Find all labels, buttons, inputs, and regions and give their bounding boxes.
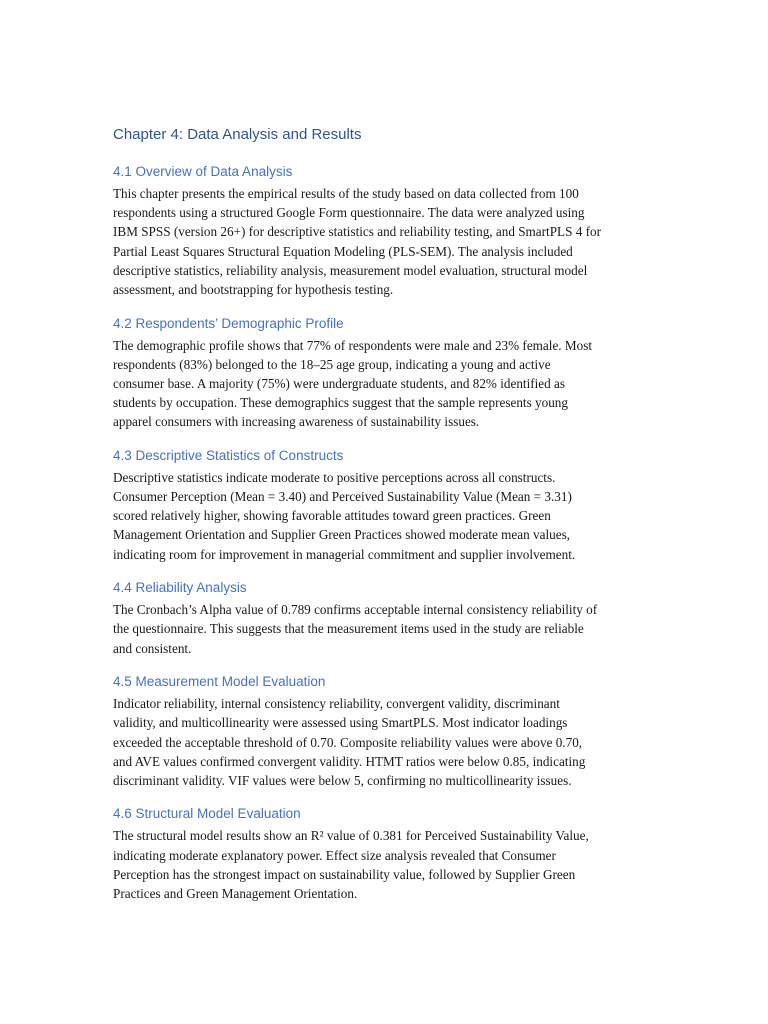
paragraph-line: Descriptive statistics indicate moderate to positive perceptions across all constructs. bbox=[113, 469, 556, 485]
section-4-1 bbox=[113, 162, 768, 299]
paragraph-line: Consumer Perception (Mean = 3.40) and Perceived Sustainability Value (Mean = 3.31) bbox=[113, 489, 572, 505]
paragraph-line: descriptive statistics, reliability analysis, measurement model evaluation, structural model bbox=[113, 262, 588, 278]
paragraph-line: Partial Least Squares Structural Equation Modeling (PLS-SEM). The analysis included bbox=[113, 243, 573, 259]
paragraph bbox=[113, 184, 768, 299]
paragraph-line: respondents (83%) belonged to the 18–25 age group, indicating a young and active bbox=[113, 356, 551, 372]
paragraph-line: Perception has the strongest impact on sustainability value, followed by Supplier Green bbox=[113, 866, 576, 882]
paragraph-line: the questionnaire. This suggests that the measurement items used in the study are reliable bbox=[113, 621, 584, 637]
paragraph-line: The structural model results show an R² value of 0.381 for Perceived Sustainability Value, bbox=[113, 828, 589, 844]
paragraph-line: and AVE values confirmed convergent validity. HTMT ratios were below 0.85, indicating bbox=[113, 753, 586, 769]
paragraph bbox=[113, 468, 768, 564]
section-heading: 4.5 Measurement Model Evaluation bbox=[113, 674, 326, 690]
section-heading: 4.4 Reliability Analysis bbox=[113, 580, 247, 596]
paragraph bbox=[113, 600, 768, 658]
paragraph-line: discriminant validity. VIF values were below 5, confirming no multicollinearity issues. bbox=[113, 772, 572, 788]
paragraph-line: Practices and Green Management Orientation. bbox=[113, 886, 358, 902]
paragraph-line: exceeded the acceptable threshold of 0.70. Composite reliability values were above 0.70, bbox=[113, 734, 583, 750]
paragraph-line: students by occupation. These demographics suggest that the sample represents young bbox=[113, 395, 568, 411]
paragraph-line: Indicator reliability, internal consistency reliability, convergent validity, discriminant bbox=[113, 696, 560, 712]
paragraph-line: indicating room for improvement in managerial commitment and supplier involvement. bbox=[113, 546, 576, 562]
section-4-4 bbox=[113, 578, 768, 658]
chapter-title: Chapter 4: Data Analysis and Results bbox=[113, 126, 362, 143]
paragraph-line: apparel consumers with increasing awareness of sustainability issues. bbox=[113, 414, 480, 430]
section-4-2 bbox=[113, 314, 768, 432]
paragraph-line: Management Orientation and Supplier Green Practices showed moderate mean values, bbox=[113, 527, 571, 543]
paragraph-line: scored relatively higher, showing favorable attitudes toward green practices. Green bbox=[113, 508, 551, 524]
paragraph-line: This chapter presents the empirical results of the study based on data collected from 100 bbox=[113, 186, 579, 201]
section-heading: 4.3 Descriptive Statistics of Constructs bbox=[113, 447, 344, 463]
paragraph-line: IBM SPSS (version 26+) for descriptive statistics and reliability testing, and SmartPLS 4 for bbox=[113, 224, 602, 240]
paragraph-line: indicating moderate explanatory power. Effect size analysis revealed that Consumer bbox=[113, 847, 556, 863]
paragraph-line: and consistent. bbox=[113, 640, 192, 656]
paragraph-line: respondents using a structured Google Form questionnaire. The data were analyzed using bbox=[113, 205, 585, 221]
paragraph-line: consumer base. A majority (75%) were undergraduate students, and 82% identified as bbox=[113, 375, 566, 391]
paragraph-line: assessment, and bootstrapping for hypothesis testing. bbox=[113, 281, 394, 297]
section-4-3 bbox=[113, 446, 768, 564]
paragraph-line: validity, and multicollinearity were assessed using SmartPLS. Most indicator loadings bbox=[113, 715, 568, 731]
section-heading: 4.2 Respondents’ Demographic Profile bbox=[113, 315, 344, 331]
section-4-6 bbox=[113, 804, 768, 903]
paragraph-line: The Cronbach’s Alpha value of 0.789 confirms acceptable internal consistency reliability of bbox=[113, 602, 598, 618]
paragraph-line: The demographic profile shows that 77% of respondents were male and 23% female. Most bbox=[113, 337, 593, 353]
section-heading: 4.6 Structural Model Evaluation bbox=[113, 806, 301, 822]
section-4-5 bbox=[113, 672, 768, 790]
paragraph bbox=[113, 336, 768, 432]
paragraph bbox=[113, 694, 768, 790]
paragraph bbox=[113, 826, 768, 903]
section-heading: 4.1 Overview of Data Analysis bbox=[113, 164, 293, 179]
